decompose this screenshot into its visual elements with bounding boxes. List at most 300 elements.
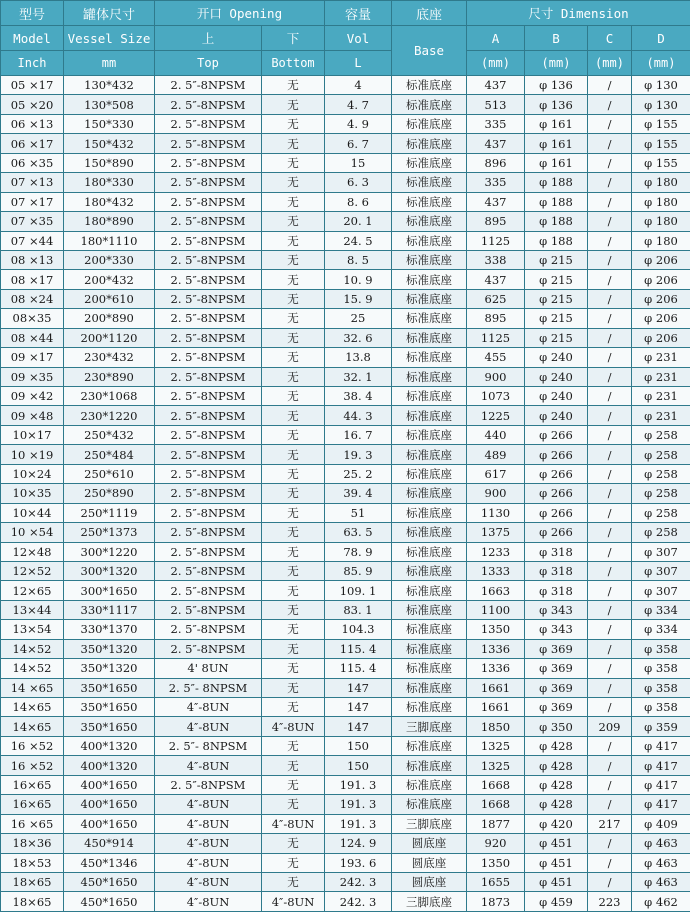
header-a-unit: (mm): [467, 51, 525, 76]
cell-bottom-opening: 4″-8UN: [262, 717, 325, 736]
cell-top-opening: 2. 5″-8NPSM: [155, 503, 262, 522]
cell-bottom-opening: 无: [262, 775, 325, 794]
cell-top-opening: 4″-8UN: [155, 698, 262, 717]
cell-vessel-size: 450*1650: [64, 892, 155, 911]
cell-top-opening: 2. 5″-8NPSM: [155, 367, 262, 386]
cell-base: 三脚底座: [392, 814, 467, 833]
cell-model: 07 ×44: [1, 231, 64, 250]
cell-dim-d: φ 307: [632, 542, 690, 561]
cell-dim-d: φ 206: [632, 309, 690, 328]
cell-model: 14×65: [1, 717, 64, 736]
cell-top-opening: 2. 5″-8NPSM: [155, 406, 262, 425]
cell-dim-d: φ 258: [632, 523, 690, 542]
cell-dim-a: 900: [467, 484, 525, 503]
cell-vessel-size: 180*890: [64, 212, 155, 231]
table-row: [1, 464, 690, 483]
cell-vessel-size: 150*432: [64, 134, 155, 153]
cell-vessel-size: 350*1320: [64, 639, 155, 658]
table-row: [1, 484, 690, 503]
cell-dim-a: 1130: [467, 503, 525, 522]
cell-dim-a: 896: [467, 153, 525, 172]
cell-base: 标准底座: [392, 406, 467, 425]
cell-base: 标准底座: [392, 192, 467, 211]
cell-volume: 85. 9: [325, 561, 392, 580]
cell-top-opening: 2. 5″-8NPSM: [155, 153, 262, 172]
cell-model: 10×17: [1, 425, 64, 444]
cell-top-opening: 4″-8UN: [155, 814, 262, 833]
cell-dim-a: 617: [467, 464, 525, 483]
cell-dim-b: φ 318: [525, 542, 588, 561]
cell-dim-b: φ 161: [525, 153, 588, 172]
cell-dim-d: φ 462: [632, 892, 690, 911]
table-row: [1, 192, 690, 211]
cell-bottom-opening: 无: [262, 173, 325, 192]
cell-dim-c: 223: [588, 892, 632, 911]
cell-bottom-opening: 无: [262, 192, 325, 211]
cell-dim-c: /: [588, 600, 632, 619]
cell-model: 16 ×52: [1, 736, 64, 755]
cell-dim-b: φ 428: [525, 775, 588, 794]
cell-volume: 32. 1: [325, 367, 392, 386]
cell-dim-a: 437: [467, 76, 525, 95]
cell-vessel-size: 450*1346: [64, 853, 155, 872]
cell-dim-c: /: [588, 736, 632, 755]
cell-model: 18×65: [1, 872, 64, 891]
cell-dim-b: φ 188: [525, 192, 588, 211]
cell-dim-a: 1350: [467, 620, 525, 639]
table-row: [1, 581, 690, 600]
cell-top-opening: 2. 5″-8NPSM: [155, 348, 262, 367]
cell-dim-d: φ 231: [632, 387, 690, 406]
table-row: [1, 153, 690, 172]
cell-dim-a: 1668: [467, 775, 525, 794]
cell-model: 12×65: [1, 581, 64, 600]
table-row: [1, 834, 690, 853]
header-vessel-cn: 罐体尺寸: [64, 1, 155, 26]
cell-volume: 63. 5: [325, 523, 392, 542]
table-row: [1, 114, 690, 133]
cell-model: 16 ×52: [1, 756, 64, 775]
cell-base: 标准底座: [392, 153, 467, 172]
cell-dim-c: /: [588, 523, 632, 542]
cell-base: 标准底座: [392, 503, 467, 522]
cell-bottom-opening: 无: [262, 503, 325, 522]
cell-model: 18×36: [1, 834, 64, 853]
cell-dim-c: /: [588, 309, 632, 328]
cell-vessel-size: 150*330: [64, 114, 155, 133]
cell-dim-c: /: [588, 445, 632, 464]
cell-base: 三脚底座: [392, 892, 467, 911]
cell-vessel-size: 400*1650: [64, 795, 155, 814]
cell-dim-d: φ 206: [632, 250, 690, 269]
cell-model: 14×52: [1, 639, 64, 658]
cell-bottom-opening: 无: [262, 289, 325, 308]
cell-bottom-opening: 无: [262, 309, 325, 328]
cell-dim-d: φ 417: [632, 736, 690, 755]
cell-bottom-opening: 无: [262, 678, 325, 697]
cell-volume: 104.3: [325, 620, 392, 639]
cell-model: 09 ×42: [1, 387, 64, 406]
cell-top-opening: 4″-8UN: [155, 892, 262, 911]
cell-dim-d: φ 334: [632, 600, 690, 619]
table-row: [1, 620, 690, 639]
table-row: [1, 561, 690, 580]
cell-dim-b: φ 369: [525, 639, 588, 658]
cell-base: 标准底座: [392, 367, 467, 386]
cell-model: 09 ×35: [1, 367, 64, 386]
cell-vessel-size: 180*432: [64, 192, 155, 211]
cell-vessel-size: 300*1320: [64, 561, 155, 580]
cell-dim-d: φ 206: [632, 289, 690, 308]
cell-volume: 15. 9: [325, 289, 392, 308]
cell-top-opening: 2. 5″-8NPSM: [155, 114, 262, 133]
cell-top-opening: 2. 5″-8NPSM: [155, 561, 262, 580]
cell-dim-a: 625: [467, 289, 525, 308]
cell-vessel-size: 400*1650: [64, 775, 155, 794]
cell-vessel-size: 400*1320: [64, 756, 155, 775]
table-row: [1, 134, 690, 153]
cell-dim-c: /: [588, 406, 632, 425]
cell-model: 10×24: [1, 464, 64, 483]
cell-base: 标准底座: [392, 561, 467, 580]
cell-bottom-opening: 无: [262, 736, 325, 755]
cell-base: 标准底座: [392, 581, 467, 600]
cell-base: 圆底座: [392, 834, 467, 853]
cell-vessel-size: 200*1120: [64, 328, 155, 347]
cell-vessel-size: 250*890: [64, 484, 155, 503]
cell-dim-c: /: [588, 289, 632, 308]
cell-volume: 19. 3: [325, 445, 392, 464]
cell-dim-d: φ 463: [632, 872, 690, 891]
cell-dim-c: /: [588, 270, 632, 289]
cell-model: 06 ×13: [1, 114, 64, 133]
cell-top-opening: 2. 5″-8NPSM: [155, 581, 262, 600]
cell-dim-c: /: [588, 756, 632, 775]
cell-volume: 147: [325, 678, 392, 697]
cell-vessel-size: 250*1119: [64, 503, 155, 522]
cell-model: 14 ×65: [1, 678, 64, 697]
cell-dim-d: φ 334: [632, 620, 690, 639]
cell-model: 10×44: [1, 503, 64, 522]
cell-dim-a: 1375: [467, 523, 525, 542]
cell-base: 标准底座: [392, 756, 467, 775]
cell-top-opening: 2. 5″-8NPSM: [155, 542, 262, 561]
header-vessel-en: Vessel Size: [64, 26, 155, 51]
cell-bottom-opening: 无: [262, 348, 325, 367]
cell-dim-c: /: [588, 153, 632, 172]
header-b-unit: (mm): [525, 51, 588, 76]
cell-vessel-size: 330*1117: [64, 600, 155, 619]
cell-dim-d: φ 359: [632, 717, 690, 736]
cell-dim-c: /: [588, 348, 632, 367]
cell-dim-c: /: [588, 834, 632, 853]
cell-bottom-opening: 无: [262, 445, 325, 464]
cell-bottom-opening: 无: [262, 406, 325, 425]
cell-dim-a: 1125: [467, 231, 525, 250]
cell-bottom-opening: 无: [262, 581, 325, 600]
cell-vessel-size: 150*890: [64, 153, 155, 172]
cell-top-opening: 2. 5″-8NPSM: [155, 484, 262, 503]
cell-top-opening: 2. 5″-8NPSM: [155, 76, 262, 95]
cell-vessel-size: 350*1650: [64, 698, 155, 717]
cell-dim-b: φ 161: [525, 114, 588, 133]
cell-volume: 10. 9: [325, 270, 392, 289]
cell-volume: 20. 1: [325, 212, 392, 231]
cell-top-opening: 4″-8UN: [155, 834, 262, 853]
table-row: [1, 814, 690, 833]
cell-dim-a: 513: [467, 95, 525, 114]
cell-base: 标准底座: [392, 289, 467, 308]
cell-volume: 44. 3: [325, 406, 392, 425]
cell-dim-c: /: [588, 192, 632, 211]
header-dimension: 尺寸 Dimension: [467, 1, 690, 26]
cell-vessel-size: 250*432: [64, 425, 155, 444]
cell-volume: 78. 9: [325, 542, 392, 561]
cell-volume: 32. 6: [325, 328, 392, 347]
cell-volume: 4: [325, 76, 392, 95]
cell-dim-a: 437: [467, 270, 525, 289]
cell-base: 标准底座: [392, 425, 467, 444]
cell-dim-b: φ 240: [525, 406, 588, 425]
cell-dim-d: φ 206: [632, 270, 690, 289]
cell-bottom-opening: 无: [262, 367, 325, 386]
cell-top-opening: 2. 5″-8NPSM: [155, 134, 262, 153]
table-row: [1, 523, 690, 542]
cell-dim-b: φ 240: [525, 387, 588, 406]
cell-volume: 6. 3: [325, 173, 392, 192]
cell-top-opening: 2. 5″-8NPSM: [155, 620, 262, 639]
cell-volume: 147: [325, 698, 392, 717]
cell-bottom-opening: 无: [262, 484, 325, 503]
table-row: [1, 348, 690, 367]
cell-vessel-size: 230*1220: [64, 406, 155, 425]
cell-dim-d: φ 307: [632, 561, 690, 580]
cell-dim-c: /: [588, 484, 632, 503]
cell-top-opening: 2. 5″-8NPSM: [155, 600, 262, 619]
cell-dim-b: φ 428: [525, 795, 588, 814]
cell-model: 07 ×17: [1, 192, 64, 211]
cell-base: 标准底座: [392, 348, 467, 367]
cell-dim-c: /: [588, 328, 632, 347]
cell-dim-b: φ 161: [525, 134, 588, 153]
cell-vessel-size: 130*432: [64, 76, 155, 95]
cell-dim-b: φ 188: [525, 212, 588, 231]
cell-dim-a: 1661: [467, 678, 525, 697]
cell-volume: 191. 3: [325, 795, 392, 814]
cell-dim-d: φ 358: [632, 659, 690, 678]
cell-base: 标准底座: [392, 134, 467, 153]
cell-vessel-size: 330*1370: [64, 620, 155, 639]
table-row: [1, 503, 690, 522]
cell-bottom-opening: 无: [262, 231, 325, 250]
cell-vessel-size: 230*890: [64, 367, 155, 386]
cell-vessel-size: 250*1373: [64, 523, 155, 542]
cell-dim-d: φ 409: [632, 814, 690, 833]
cell-vessel-size: 180*330: [64, 173, 155, 192]
cell-dim-d: φ 417: [632, 795, 690, 814]
cell-model: 05 ×17: [1, 76, 64, 95]
cell-bottom-opening: 无: [262, 542, 325, 561]
cell-dim-a: 920: [467, 834, 525, 853]
cell-dim-c: /: [588, 231, 632, 250]
cell-dim-d: φ 130: [632, 76, 690, 95]
cell-top-opening: 2. 5″-8NPSM: [155, 212, 262, 231]
table-row: [1, 76, 690, 95]
cell-dim-d: φ 206: [632, 328, 690, 347]
cell-base: 标准底座: [392, 639, 467, 658]
cell-model: 18×53: [1, 853, 64, 872]
cell-dim-b: φ 136: [525, 95, 588, 114]
cell-volume: 191. 3: [325, 814, 392, 833]
cell-base: 标准底座: [392, 523, 467, 542]
cell-volume: 109. 1: [325, 581, 392, 600]
cell-dim-a: 1100: [467, 600, 525, 619]
cell-dim-b: φ 369: [525, 698, 588, 717]
cell-bottom-opening: 无: [262, 153, 325, 172]
cell-dim-d: φ 231: [632, 367, 690, 386]
cell-model: 09 ×48: [1, 406, 64, 425]
cell-dim-a: 1325: [467, 736, 525, 755]
cell-dim-d: φ 155: [632, 134, 690, 153]
cell-dim-d: φ 417: [632, 775, 690, 794]
cell-model: 07 ×35: [1, 212, 64, 231]
table-row: [1, 289, 690, 308]
cell-dim-d: φ 258: [632, 445, 690, 464]
header-mm: mm: [64, 51, 155, 76]
table-row: [1, 756, 690, 775]
cell-base: 标准底座: [392, 309, 467, 328]
header-opening: 开口 Opening: [155, 1, 325, 26]
cell-bottom-opening: 无: [262, 76, 325, 95]
header-dim-a: A: [467, 26, 525, 51]
cell-model: 13×44: [1, 600, 64, 619]
cell-dim-b: φ 428: [525, 736, 588, 755]
header-dim-d: D: [632, 26, 690, 51]
cell-bottom-opening: 无: [262, 620, 325, 639]
cell-model: 05 ×20: [1, 95, 64, 114]
cell-dim-b: φ 188: [525, 173, 588, 192]
cell-bottom-opening: 无: [262, 600, 325, 619]
cell-model: 06 ×35: [1, 153, 64, 172]
cell-vessel-size: 350*1650: [64, 717, 155, 736]
table-row: [1, 309, 690, 328]
cell-base: 标准底座: [392, 542, 467, 561]
cell-base: 标准底座: [392, 445, 467, 464]
cell-volume: 191. 3: [325, 775, 392, 794]
table-row: [1, 212, 690, 231]
cell-dim-c: /: [588, 212, 632, 231]
cell-dim-b: φ 266: [525, 503, 588, 522]
cell-dim-c: /: [588, 542, 632, 561]
cell-volume: 83. 1: [325, 600, 392, 619]
header-l: L: [325, 51, 392, 76]
cell-volume: 25. 2: [325, 464, 392, 483]
cell-base: 标准底座: [392, 484, 467, 503]
cell-dim-a: 900: [467, 367, 525, 386]
cell-dim-c: /: [588, 114, 632, 133]
cell-top-opening: 2. 5″-8NPSM: [155, 173, 262, 192]
cell-top-opening: 2. 5″-8NPSM: [155, 192, 262, 211]
cell-base: 标准底座: [392, 270, 467, 289]
cell-dim-d: φ 307: [632, 581, 690, 600]
table-body: [1, 76, 690, 912]
header-d-unit: (mm): [632, 51, 690, 76]
cell-bottom-opening: 无: [262, 659, 325, 678]
cell-bottom-opening: 无: [262, 523, 325, 542]
cell-dim-d: φ 417: [632, 756, 690, 775]
cell-bottom-opening: 无: [262, 425, 325, 444]
cell-base: 标准底座: [392, 231, 467, 250]
cell-dim-b: φ 266: [525, 464, 588, 483]
cell-dim-b: φ 215: [525, 270, 588, 289]
cell-top-opening: 2. 5″-8NPSM: [155, 445, 262, 464]
cell-volume: 8. 6: [325, 192, 392, 211]
cell-vessel-size: 350*1650: [64, 678, 155, 697]
cell-volume: 4. 9: [325, 114, 392, 133]
cell-dim-d: φ 258: [632, 464, 690, 483]
table-row: [1, 445, 690, 464]
cell-dim-c: /: [588, 620, 632, 639]
cell-dim-a: 1655: [467, 872, 525, 891]
cell-dim-d: φ 358: [632, 639, 690, 658]
cell-bottom-opening: 4″-8UN: [262, 814, 325, 833]
cell-model: 08 ×17: [1, 270, 64, 289]
cell-model: 10×35: [1, 484, 64, 503]
cell-volume: 16. 7: [325, 425, 392, 444]
table-row: [1, 387, 690, 406]
cell-vessel-size: 180*1110: [64, 231, 155, 250]
header-bottom-cn: 下: [262, 26, 325, 51]
cell-dim-b: φ 318: [525, 581, 588, 600]
header-model-cn: 型号: [1, 1, 64, 26]
cell-model: 16 ×65: [1, 814, 64, 833]
cell-volume: 124. 9: [325, 834, 392, 853]
cell-dim-b: φ 215: [525, 289, 588, 308]
cell-volume: 25: [325, 309, 392, 328]
cell-dim-a: 1225: [467, 406, 525, 425]
cell-dim-a: 1336: [467, 659, 525, 678]
cell-dim-d: φ 258: [632, 425, 690, 444]
header-base-cn: 底座: [392, 1, 467, 26]
cell-base: 标准底座: [392, 736, 467, 755]
cell-top-opening: 2. 5″-8NPSM: [155, 231, 262, 250]
header-c-unit: (mm): [588, 51, 632, 76]
cell-dim-d: φ 130: [632, 95, 690, 114]
cell-bottom-opening: 无: [262, 95, 325, 114]
table-row: [1, 795, 690, 814]
cell-dim-a: 1073: [467, 387, 525, 406]
header-bottom-en: Bottom: [262, 51, 325, 76]
header-inch: Inch: [1, 51, 64, 76]
cell-dim-b: φ 266: [525, 425, 588, 444]
table-row: [1, 600, 690, 619]
cell-dim-c: /: [588, 387, 632, 406]
table-row: [1, 95, 690, 114]
cell-dim-b: φ 343: [525, 620, 588, 639]
cell-vessel-size: 250*484: [64, 445, 155, 464]
cell-base: 标准底座: [392, 387, 467, 406]
table-row: [1, 659, 690, 678]
cell-top-opening: 2. 5″- 8NPSM: [155, 736, 262, 755]
cell-base: 标准底座: [392, 212, 467, 231]
cell-vessel-size: 400*1320: [64, 736, 155, 755]
cell-dim-d: φ 231: [632, 348, 690, 367]
cell-top-opening: 2. 5″-8NPSM: [155, 523, 262, 542]
cell-dim-c: /: [588, 95, 632, 114]
cell-base: 标准底座: [392, 600, 467, 619]
cell-volume: 242. 3: [325, 892, 392, 911]
cell-top-opening: 4″-8UN: [155, 872, 262, 891]
